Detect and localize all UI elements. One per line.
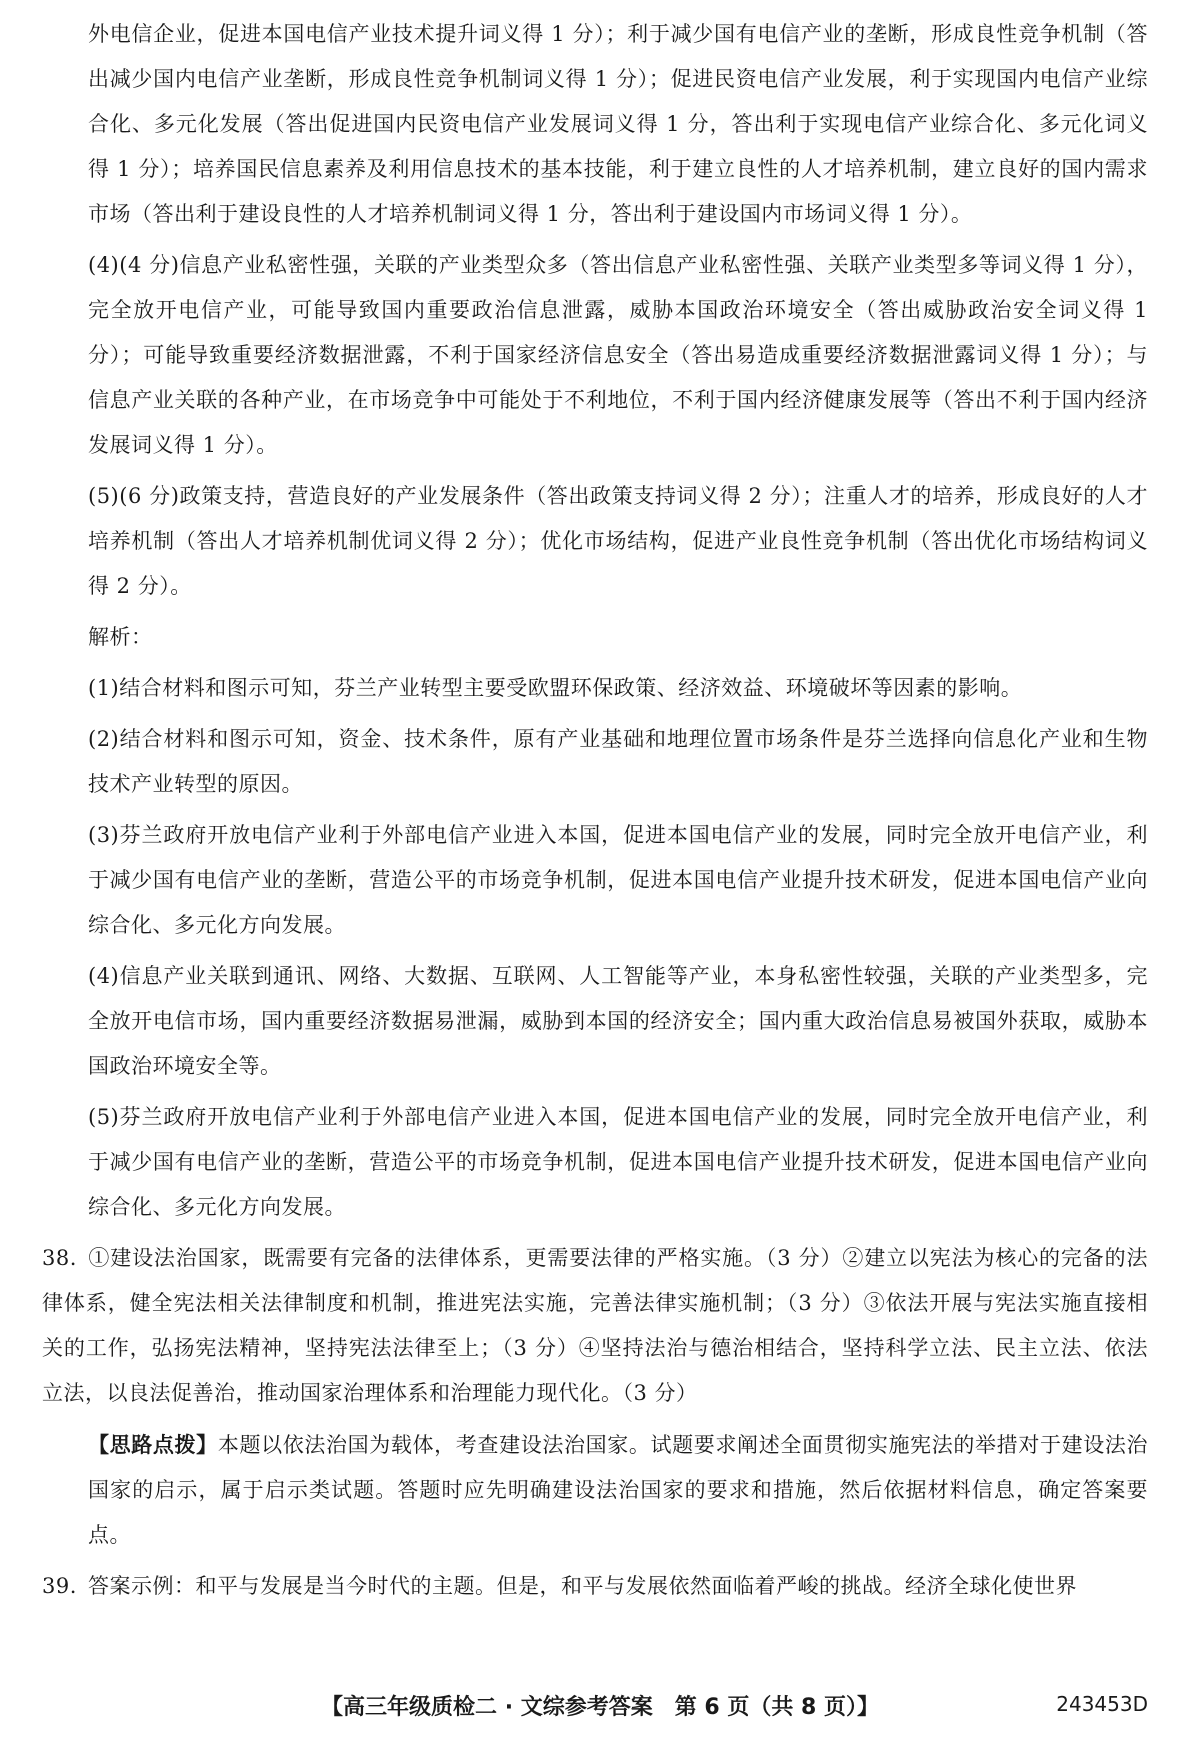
footer-title: 【高三年级质检二 · 文综参考答案 第 6 页（共 8 页）】 (321, 1695, 879, 1720)
question-39-text: 答案示例：和平与发展是当今时代的主题。但是，和平与发展依然面临着严峻的挑战。经济全球化使世界 (88, 1574, 1077, 1598)
question-number: 38. (42, 1246, 77, 1270)
page-footer (0, 1690, 1200, 1730)
question-38-text: ①建设法治国家，既需要有完备的法律体系，更需要法律的严格实施。（3 分）②建立以宪法为核心的完备的法律体系，健全宪法相关法律制度和机制，推进宪法实施，完善法律实施机制；（3 分）③依法开展与宪法实施直接相关的工作，弘扬宪法精神，坚持宪法法律至上；（3 分）④坚持法治与德治相结合，坚持科学立法、民主立法、依法立法，以良法促善治，推动国家治理体系和治理能力现代化。（3 分） (42, 1246, 1148, 1405)
analysis-paragraph: (4)信息产业关联到通讯、网络、大数据、互联网、人工智能等产业，本身私密性较强，关联的产业类型多，完全放开电信市场，国内重要经济数据易泄漏，威胁到本国的经济安全；国内重大政治信息易被国外获取，威胁本国政治环境安全等。 (88, 964, 1148, 1078)
footer-code: 243453D (1056, 1692, 1148, 1716)
question-38-hint (88, 1422, 1148, 1558)
answer-paragraph: (4)(4 分)信息产业私密性强，关联的产业类型众多（答出信息产业私密性强、关联产业类型多等词义得 1 分），完全放开电信产业，可能导致国内重要政治信息泄露，威胁本国政治环境安全（答出威胁政治安全词义得 1 分）；可能导致重要经济数据泄露，不利于国家经济信息安全（答出易造成重要经济数据泄露词义得 1 分）；与信息产业关联的各种产业，在市场竞争中可能处于不利地位，不利于国内经济健康发展等（答出不利于国内经济发展词义得 1 分）。 (88, 253, 1148, 457)
analysis-heading: 解析： (88, 625, 153, 649)
analysis-paragraph: (5)芬兰政府开放电信产业利于外部电信产业进入本国，促进本国电信产业的发展，同时完全放开电信产业，利于减少国有电信产业的垄断，营造公平的市场竞争机制，促进本国电信产业提升技术研发，促进本国电信产业向综合化、多元化方向发展。 (88, 1105, 1148, 1219)
question-38-answer (42, 1236, 1148, 1416)
analysis-paragraph: (3)芬兰政府开放电信产业利于外部电信产业进入本国，促进本国电信产业的发展，同时完全放开电信产业，利于减少国有电信产业的垄断，营造公平的市场竞争机制，促进本国电信产业提升技术研发，促进本国电信产业向综合化、多元化方向发展。 (88, 823, 1148, 937)
analysis-paragraph: (1)结合材料和图示可知，芬兰产业转型主要受欧盟环保政策、经济效益、环境破坏等因素的影响。 (88, 676, 1023, 700)
hint-text: 本题以依法治国为载体，考查建设法治国家。试题要求阐述全面贯彻实施宪法的举措对于建设法治国家的启示，属于启示类试题。答题时应先明确建设法治国家的要求和措施，然后依据材料信息，确定答案要点。 (88, 1433, 1148, 1547)
answer-paragraph: 外电信企业，促进本国电信产业技术提升词义得 1 分）；利于减少国有电信产业的垄断，形成良性竞争机制（答出减少国内电信产业垄断，形成良性竞争机制词义得 1 分）；促进民资电信产业发展，利于实现国内电信产业综合化、多元化发展（答出促进国内民资电信产业发展词义得 1 分，答出利于实现电信产业综合化、多元化词义得 1 分）；培养国民信息素养及利用信息技术的基本技能，利于建立良性的人才培养机制，建立良好的国内需求市场（答出利于建设良性的人才培养机制词义得 1 分，答出利于建设国内市场词义得 1 分）。 (88, 22, 1148, 226)
page-content (42, 12, 1148, 1615)
question-39-answer (42, 1564, 1148, 1609)
answer-paragraph: (5)(6 分)政策支持，营造良好的产业发展条件（答出政策支持词义得 2 分）；注重人才的培养，形成良好的人才培养机制（答出人才培养机制优词义得 2 分）；优化市场结构，促进产业良性竞争机制（答出优化市场结构词义得 2 分）。 (88, 484, 1148, 598)
question-number: 39. (42, 1574, 77, 1598)
hint-label: 【思路点拨】 (88, 1432, 218, 1457)
analysis-paragraph: (2)结合材料和图示可知，资金、技术条件，原有产业基础和地理位置市场条件是芬兰选择向信息化产业和生物技术产业转型的原因。 (88, 727, 1148, 796)
